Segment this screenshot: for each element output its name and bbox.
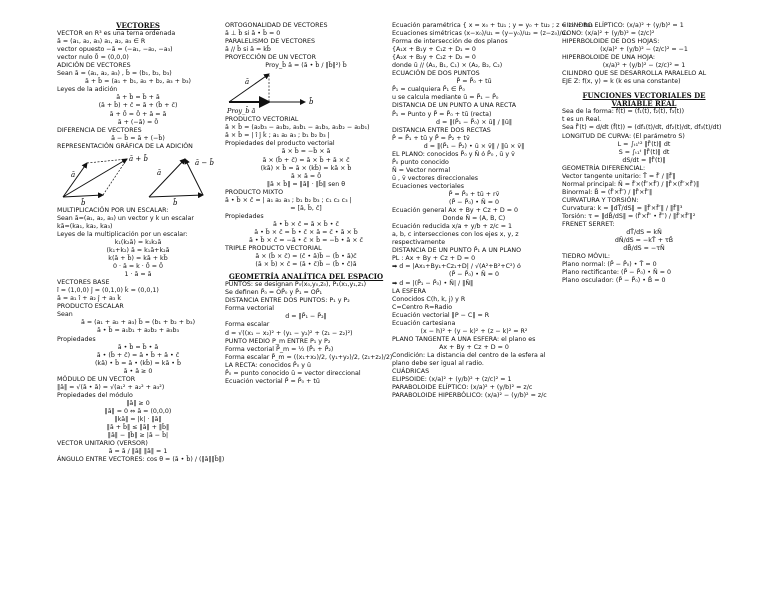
text-line: Forma de intersección de dos planos	[392, 38, 508, 46]
text-line: {A₂x + B₂y + C₂z + D₂ = 0	[392, 54, 476, 62]
text-line: kā=(ka₁, ka₂, ka₃)	[57, 222, 113, 230]
formula: dN̄/dS = −kT̄ + τB̄	[614, 237, 674, 245]
text-line: ADICIÓN DE VECTORES	[57, 62, 131, 70]
text-line: Vector tangente unitario: T̄ = f̄′ / ‖f̄′‖	[562, 172, 676, 180]
formula: dB̄/dS = −τN̄	[623, 245, 665, 253]
text-line: Ecuaciones simétricas (x−x₀)/u₁ = (y−y₀)/u₂ = (z−z₀)/u₃	[392, 30, 569, 38]
text-line: Ecuación cartesiana	[392, 319, 456, 327]
text-line: ‖ā‖ = √(ā • ā) = √(a₁² + a₂² + a₃²)	[57, 383, 165, 391]
text-line: Forma escalar P̄_m = ((x₁+x₂)/2, (y₁+y₂)/2, (z₁+z₂)/2)	[225, 353, 393, 361]
text-line: TIEDRO MÓVIL:	[562, 253, 610, 261]
label-diff: ā − b̄	[195, 158, 214, 167]
formula: d = ‖(P̄₁ − P̄₀) × ū‖ / ‖ū‖	[435, 118, 513, 126]
text-line: LONGITUD DE CURVA: (El parámetro S)	[562, 132, 685, 140]
text-line: Conocidos C(h, k, j) y R	[392, 295, 466, 303]
text-line: CUÁDRICAS	[392, 368, 430, 376]
text-line: vector nulo 0̄ = (0,0,0)	[57, 54, 129, 62]
formula: (x/a)² + (y/b)² − (z/c)² = 1	[602, 62, 686, 70]
formula: d = ‖(P̄₁ − P̄₂) • ū × v̄‖ / ‖ū × v̄‖	[423, 142, 525, 150]
text-line: ā • b̄ × c̄ = | a₁ a₂ a₃ ; b₁ b₂ b₃ ; c₁ c₂ c₃ |	[225, 196, 352, 204]
formula: dS/dt = ‖f̄′(t)‖	[622, 156, 666, 164]
formula: Proy_b̄ ā = (ā • b̄ / ‖b̄‖²) b̄	[265, 62, 347, 70]
formula: ā × (b̄ × c̄) = (c̄ • ā)b̄ − (b̄ • ā)c̄	[255, 253, 357, 261]
text-line: MÓDULO DE UN VECTOR	[57, 375, 136, 383]
text-line: DISTANCIA ENTRE DOS RECTAS	[392, 126, 491, 134]
formula: ā = ā / ‖ā‖ ‖ā‖ = 1	[108, 448, 168, 456]
text-line: CURVATURA Y TORSIÓN:	[562, 196, 639, 204]
text-line: LA RECTA: conocidos P̄₀ y ū	[225, 361, 311, 369]
text-line: ā = a₁ î + a₂ ĵ + a₃ k̂	[57, 295, 121, 303]
formula: S = ∫ₜ₁ᵗ ‖f̄′(t)‖ dt	[618, 148, 670, 156]
text-line: PRODUCTO MIXTO	[225, 188, 284, 196]
text-line: GEOMETRÍA DIFERENCIAL:	[562, 164, 646, 172]
formula: dT̄/dS = kN̄	[626, 229, 662, 237]
formula: = [ā, b̄, c̄]	[290, 204, 322, 212]
label-a-left: ā	[71, 170, 76, 179]
formula: ā × (b̄ + c̄) = ā × b̄ + ā × c̄	[262, 156, 350, 164]
formula: (k₁+k₂) ā = k₁ā+k₂ā	[106, 246, 170, 254]
formula: ‖ā‖ ≥ 0	[126, 399, 150, 407]
formula: ā • b̄ = b̄ • ā	[117, 343, 159, 351]
text-line: ORTOGONALIDAD DE VECTORES	[225, 22, 328, 29]
formula: (P̄ − P̄₀) • N̄ = 0	[448, 271, 500, 279]
text-line: LA ESFERA	[392, 287, 426, 295]
text-line: ā × b̄ = | î ĵ k̂ ; a₁ a₂ a₃ ; b₁ b₂ b₃ |	[225, 132, 330, 140]
text-line: Binormal: B̄ = (f̄′×f̄″) / ‖f̄′×f̄″‖	[562, 188, 653, 196]
text-line: DIFERENCIA DE VECTORES	[57, 126, 142, 134]
label-proy: Proy_b̄ ā	[227, 107, 256, 116]
formula: ‖ā × b̄‖ = ‖ā‖ · ‖b̄‖ sen θ	[266, 180, 346, 188]
text-line: Ecuación vectorial ‖P − C‖ = R	[392, 311, 490, 319]
section-title-vectores: VECTORES	[116, 21, 160, 30]
text-line: ā = (a₁, a₂, a₃) a₁, a₂, a₃ ∈ R	[57, 38, 146, 46]
text-line: HIPERBOLOIDE DE UNA HOJA:	[562, 54, 656, 62]
text-line: Propiedades	[57, 335, 96, 343]
section-title-funciones: FUNCIONES VECTORIALES DE VARIABLE REAL	[582, 91, 706, 109]
formula: ‖kā‖ = |k| · ‖ā‖	[114, 415, 162, 423]
text-line: Forma escalar	[225, 321, 270, 329]
formula: 1 · ā = ā	[124, 271, 152, 279]
text-line: N̄ = Vector normal	[392, 166, 451, 174]
text-line: ā ⊥ b̄ si ā • b̄ = 0	[225, 30, 281, 38]
text-line: P̄₁ = Punto y P̄ = P̄₀ + tū (recta)	[392, 110, 492, 118]
text-line: Sean	[57, 311, 73, 319]
formula: ‖ā‖ = 0 ⇔ ā = (0,0,0)	[104, 407, 172, 415]
text-line: Torsión: τ = ‖dB̄/dS‖ = (f̄′×f̄″ • f̄‴) / ‖f̄′×f̄″‖²	[562, 212, 696, 220]
formula: (kā) × b̄ = ā × (kb̄) = kā × b̄	[260, 164, 352, 172]
text-line: Plano osculador: (P̄ − P̄₀) • B̄ = 0	[562, 277, 666, 285]
formula: ā • (b̄ + c̄) = ā • b̄ + ā • c̄	[96, 351, 180, 359]
section-title-geometria: GEOMETRÍA ANALÍTICA DEL ESPACIO	[228, 272, 384, 282]
text-line: DISTANCIA ENTRE DOS PUNTOS: P₁ y P₂	[225, 297, 350, 305]
formula: (P̄ − P̄₀) • N̄ = 0	[448, 199, 500, 207]
formula: ā • b̄ × c̄ = −ā • c̄ × b̄ = −b̄ • ā × c̄	[248, 236, 364, 244]
text-line: Propiedades del producto vectorial	[225, 140, 335, 148]
text-line: Ecuación reducida x/a + y/b + z/c = 1	[392, 223, 513, 231]
text-line: PARABOLOIDE ELÍPTICO: (x/a)² + (y/b)² = z/c	[392, 384, 533, 392]
formula: ā × b̄ = −b̄ × ā	[281, 148, 331, 156]
text-line: {A₁x + B₁y + C₁z + D₁ = 0	[392, 46, 476, 54]
text-line: Sea f̄′(t) = d/dt (f̄(t)) = (df₁(t)/dt, df₂(t)/dt, df₃(t)/dt)	[562, 124, 722, 132]
text-line: DISTANCIA DE UN PUNTO A UNA RECTA	[392, 102, 517, 110]
text-line: PL : Ax + By + Cz + D = 0	[392, 255, 476, 263]
formula: ā × ā = 0̄	[290, 172, 322, 180]
formula: ā + b̄ = b̄ + ā	[116, 94, 160, 102]
text-line: Propiedades del módulo	[57, 391, 133, 399]
formula: ‖ā + b̄‖ ≤ ‖ā‖ + ‖b̄‖	[106, 424, 170, 432]
column-vectores	[57, 21, 225, 464]
text-line: vector opuesto −ā = (−a₁, −a₂, −a₃)	[57, 46, 173, 54]
text-line: Ecuaciones vectoriales	[392, 182, 464, 190]
formula: ā • b̄ = a₁b₁ + a₂b₂ + a₃b₃	[96, 327, 180, 335]
text-line: PLANO TANGENTE A UNA ESFERA: el plano es	[392, 335, 536, 343]
text-line: MULTIPLICACIÓN POR UN ESCALAR:	[57, 206, 169, 214]
formula: ā + 0̄ = 0̄ + ā = ā	[109, 110, 167, 118]
text-line: î = (1,0,0) ĵ = (0,1,0) k̂ = (0,0,1)	[57, 287, 159, 295]
formula: ā = (a₁ + a₂ + a₃) b̄ = (b₁ + b₂ + b₃)	[80, 319, 196, 327]
text-line: d = √((x₁ − x₂)² + (y₁ − y₂)² + (z₁ − z₂)²)	[225, 329, 353, 337]
formula: k₁(k₂ā) = k₁k₂ā	[114, 238, 162, 246]
formula: ā + b̄ = (a₁ + b₁, a₂ + b₂, a₃ + b₃)	[85, 78, 191, 86]
text-line: ELIPSOIDE: (x/a)² + (y/b)² + (z/c)² = 1	[392, 376, 512, 384]
column-producto-vectorial	[225, 22, 393, 386]
text-line: Plano normal: (P̄ − P̄₀) • T̄ = 0	[562, 261, 657, 269]
text-line: u se calcula mediante ū = P̄₁ − P̄₀	[392, 94, 499, 102]
text-line: ➡ d = |Ax₁+By₁+Cz₁+D| / √(A²+B²+C²) ó	[392, 263, 521, 271]
text-line: P̄₀ = punto conocido ū = vector direccional	[225, 369, 361, 377]
text-line: FRENET SERRET:	[562, 221, 615, 229]
text-line: PRODUCTO ESCALAR	[57, 303, 124, 311]
text-line: Leyes de la multiplicación por un escalar:	[57, 230, 188, 238]
text-line: EJE Z: f(x, y) = k (k es una constante)	[562, 78, 681, 86]
text-line: TRIPLE PRODUCTO VECTORIAL	[225, 245, 322, 253]
text-line: ECUACIÓN DE DOS PUNTOS	[392, 70, 480, 78]
formula: ā • b̄ × c̄ = b̄ • c̄ × ā = c̄ • ā × b̄	[254, 228, 358, 236]
text-line: Ecuación paramétrica { x = x₀ + tu₁ ; y = y₀ + tu₂ ; z = z₀ + tu₃	[392, 22, 593, 29]
text-line: Normal principal: N̄ = f̄′×(f̄″×f̄′) / ‖f̄′×(f̄″×f̄′)‖	[562, 180, 700, 188]
text-line: Sean ā = (a₁, a₂, a₃) , b̄ = (b₁, b₂, b₃)	[57, 70, 172, 78]
text-line: HIPERBOLOIDE DE DOS HOJAS:	[562, 38, 660, 46]
text-line: Forma vectorial	[225, 305, 275, 313]
formula: (x/a)² + (y/b)² − (z/c)² = −1	[600, 46, 688, 54]
text-line: Ecuación vectorial P̄ = P̄₀ + tū	[225, 377, 320, 385]
label-b-left: b̄	[81, 198, 86, 207]
text-line: respectivamente	[392, 239, 446, 247]
formula: ā • b̄ × c̄ = ā × b̄ • c̄	[273, 220, 339, 228]
text-line: ÁNGULO ENTRE VECTORES: cos θ = (ā • b̄) / (‖ā‖‖b̄‖)	[57, 456, 225, 464]
text-line: Sea de la forma: f(t) = (f₁(t), f₂(t), f₃(t))	[562, 108, 685, 116]
text-line: Condición: La distancia del centro de la esfera al	[392, 351, 546, 359]
text-line: donde ū // (A₁, B₁, C₁) × (A₂, B₂, C₂)	[392, 62, 503, 70]
vector-addition-diagram	[57, 151, 219, 207]
text-line: plano debe ser igual al radio.	[392, 359, 484, 367]
text-line: ➡ d = |(P̄₁ − P̄₀) • N̄| / ‖N̄‖	[392, 279, 474, 287]
text-line: Se definen P̄₀ = OP̄₀ y P̄₁ = OP̄₁	[225, 289, 323, 297]
formula: Ax + By + Cz + D = 0	[439, 343, 509, 351]
label-sum: ā + b̄	[129, 154, 148, 163]
text-line: ā // b̄ si ā = kb̄	[225, 46, 271, 54]
text-line: VECTOR en R³ es una terna ordenada	[57, 30, 176, 38]
text-line: PUNTOS: se designan P₀(x₀,y₀,z₀), P₁(x₁,y₁,z₁)	[225, 281, 367, 289]
text-line: PRODUCTO VECTORIAL	[225, 116, 299, 124]
text-line: CILINDRO QUE SE DESARROLLA PARALELO AL	[562, 70, 707, 78]
text-line: P̄₁ = cualquiera P̄₁ ∈ P̄₀	[392, 86, 465, 94]
projection-diagram	[225, 70, 387, 116]
formula: (x − h)² + (y − k)² + (z − k)² = R²	[420, 327, 528, 335]
formula: P̄ = P̄₀ + tū + rv̄	[448, 190, 500, 198]
formula: k(ā + b̄) = kā + kb̄	[108, 255, 168, 263]
label-proy-b: b̄	[309, 98, 314, 107]
text-line: EL PLANO: conocidos P̄₀ y N̄ ó P̄₀ , ū y v̄	[392, 150, 515, 158]
text-line: PROYECCIÓN DE UN VECTOR	[225, 54, 316, 62]
formula: (kā) • b̄ = ā • (kb̄) = kā • b̄	[94, 359, 182, 367]
formula: ā − b̄ = ā + (−b̄)	[111, 134, 165, 142]
text-line: P̄ = P̄₁ + tū y P̄ = P̄₂ + tv̄	[392, 134, 470, 142]
label-b-right: b̄	[173, 198, 178, 207]
formula: L = ∫ₜ₁ᵗ² ‖f̄′(t)‖ dt	[617, 140, 671, 148]
text-line: Forma vectorial P̄_m = ½ (P̄₁ + P̄₂)	[225, 345, 334, 353]
text-line: Curvatura: k = ‖dT̄/dS‖ = ‖f̄′×f̄″‖ / ‖f̄′‖³	[562, 204, 683, 212]
text-line: REPRESENTACIÓN GRÁFICA DE LA ADICIÓN	[57, 142, 193, 150]
text-line: P̄₀ punto conocido	[392, 158, 449, 166]
label-proy-a: ā	[245, 78, 250, 87]
formula: ‖ā‖ − ‖b̄‖ ≥ |ā − b̄|	[107, 432, 169, 440]
formula: (ā + b̄) + c̄ = ā + (b̄ + c̄)	[98, 102, 178, 110]
formula: (ā × b̄) × c̄ = (ā • c̄)b̄ − (b̄ • c̄)ā	[255, 261, 357, 269]
text-line: Propiedades	[225, 212, 264, 220]
formula: d = ‖P̄₁ − P̄₂‖	[285, 313, 327, 321]
formula: P̄ = P̄₀ + tū	[456, 78, 492, 86]
text-line: VECTOR UNITARIO (VERSOR)	[57, 440, 148, 448]
text-line: PARABOLOIDE HIPERBÓLICO: (x/a)² − (y/b)² = z/c	[392, 392, 547, 400]
text-line: PARALELISMO DE VECTORES	[225, 38, 316, 46]
text-line: Sean ā=(a₁, a₂, a₃) un vector y k un escalar	[57, 214, 194, 222]
text-line: CILINDRO ELÍPTICO: (x/a)² + (y/b)² = 1	[562, 22, 684, 29]
formula: 0 · ā = k · 0̄ = 0̄	[112, 263, 164, 271]
text-line: DISTANCIA DE UN PUNTO P̄₁ A UN PLANO	[392, 247, 522, 255]
label-a-right: ā	[157, 168, 162, 177]
formula: ā • ā ≥ 0	[123, 367, 153, 375]
formula: Donde N̄ = (A, B, C)	[442, 215, 506, 223]
text-line: ā × b̄ = (a₂b₃ − a₃b₂, a₃b₁ − a₁b₃, a₁b₂ − a₂b₁)	[225, 124, 370, 132]
text-line: t es un Real.	[562, 116, 602, 124]
text-line: PUNTO MEDIO P_m ENTRE P₁ y P₂	[225, 337, 331, 345]
text-line: VECTORES BASE	[57, 279, 110, 287]
text-line: CONO: (x/a)² + (y/b)² = (z/c)²	[562, 30, 655, 38]
text-line: Leyes de la adición	[57, 86, 118, 94]
text-line: Ecuación general Ax + By + Cz + D = 0	[392, 207, 519, 215]
formula: ā + (−ā) = 0̄	[117, 118, 159, 126]
text-line: Plano rectificante: (P̄ − P̄₀) • N̄ = 0	[562, 269, 672, 277]
column-funciones-vectoriales	[562, 22, 726, 285]
text-line: ū , v̄ vectores direccionales	[392, 174, 479, 182]
text-line: C=Centro R=Radio	[392, 303, 453, 311]
text-line: a, b, c intersecciones con los ejes x, y, z	[392, 231, 519, 239]
